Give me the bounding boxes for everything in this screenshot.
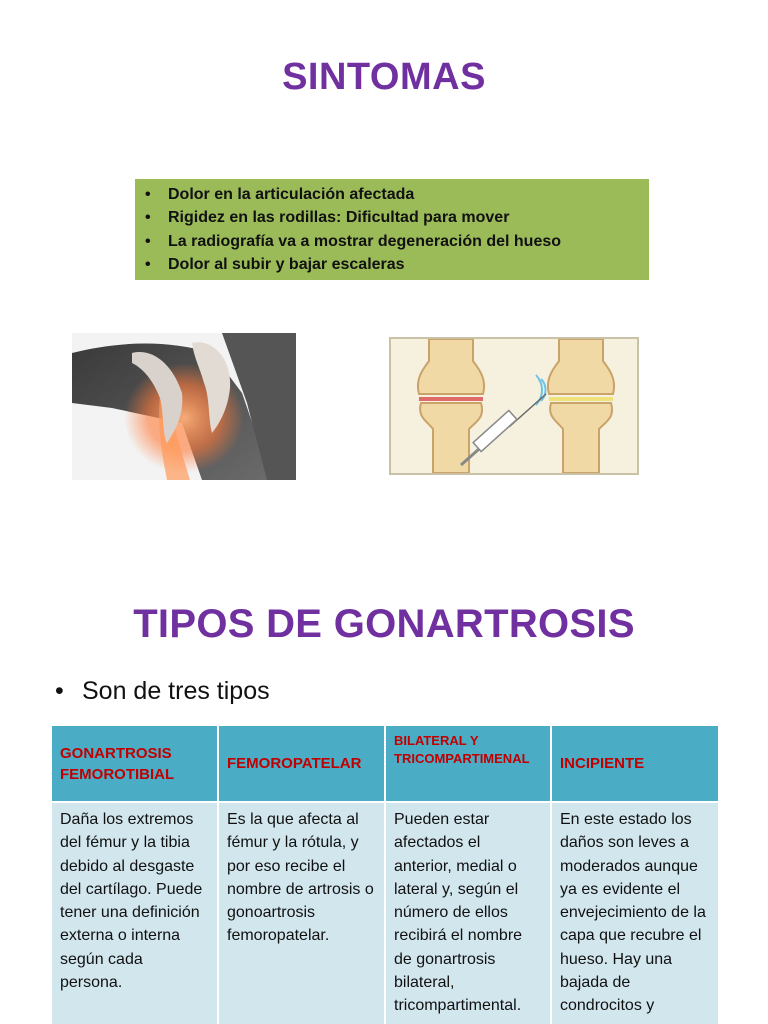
symptom-item: • Dolor al subir y bajar escaleras <box>143 253 639 276</box>
slide-title-tipos: TIPOS DE GONARTROSIS <box>133 602 635 646</box>
table-cell: Pueden estar afectados el anterior, medial o lateral y, según el número de ellos recibirá el nombre de gonartrosis bilateral, tricompartimental. <box>385 802 551 1024</box>
table-header-cell: GONARTROSIS FEMOROTIBIAL <box>51 725 218 802</box>
knee-pain-illustration <box>72 333 296 480</box>
table-cell: Es la que afecta al fémur y la rótula, y por eso recibe el nombre de artrosis o gonoartrosis femoropatelar. <box>218 802 385 1024</box>
symptom-item: • Dolor en la articulación afectada <box>143 183 639 206</box>
knee-joint-diagram <box>391 339 637 473</box>
table-cell: Daña los extremos del fémur y la tibia debido al desgaste del cartílago. Puede tener una definición externa o interna según cada persona. <box>51 802 218 1024</box>
types-table <box>50 724 720 1024</box>
slide-title-sintomas: SINTOMAS <box>282 56 486 98</box>
symptoms-list <box>143 183 639 276</box>
table-header-row <box>51 725 719 802</box>
table-row <box>51 802 719 1024</box>
intro-bullet <box>55 677 270 706</box>
knee-injection-illustration <box>389 337 639 475</box>
table-header-cell: INCIPIENTE <box>551 725 719 802</box>
table-header-cell: FEMOROPATELAR <box>218 725 385 802</box>
table-header-cell: BILATERAL Y TRICOMPARTIMENAL <box>385 725 551 802</box>
symptoms-box <box>135 179 649 280</box>
symptom-item: • La radiografía va a mostrar degeneración del hueso <box>143 230 639 253</box>
symptom-item: • Rigidez en las rodillas: Dificultad para mover <box>143 206 639 229</box>
bullet-dot: • <box>55 677 64 705</box>
intro-text: Son de tres tipos <box>82 677 270 705</box>
knee-pain-photo <box>72 333 296 480</box>
table-cell: En este estado los daños son leves a moderados aunque ya es evidente el envejecimiento de la capa que recubre el hueso. Hay una bajada de condrocitos y <box>551 802 719 1024</box>
